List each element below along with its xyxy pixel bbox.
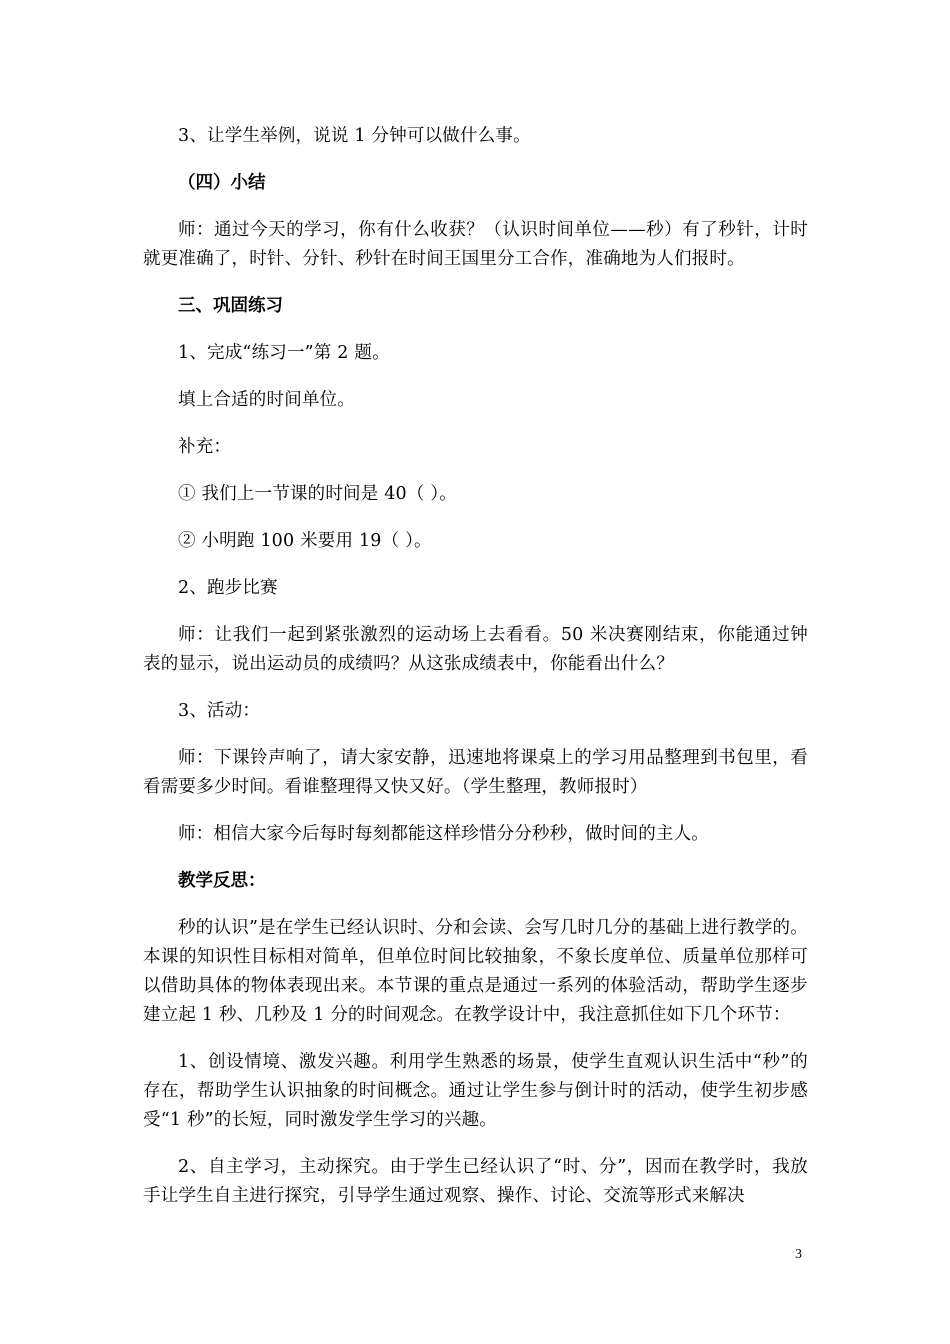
- paragraph: 3、活动：: [178, 701, 261, 721]
- paragraph: ① 我们上一节课的时间是 40（ ）。: [178, 484, 458, 504]
- paragraph: 2、跑步比赛: [178, 578, 278, 598]
- paragraph: 2、自主学习，主动探究。由于学生已经认识了“时、分”，因而在教学时，我放手让学生自主进行探究，引导学生通过观察、操作、讨论、交流等形式来解决: [143, 1157, 808, 1206]
- paragraph: 3、让学生举例，说说 1 分钟可以做什么事。: [178, 126, 531, 146]
- paragraph: 填上合适的时间单位。: [178, 390, 355, 410]
- page-number: 3: [795, 1247, 802, 1262]
- section-heading: （四）小结: [178, 173, 266, 193]
- paragraph: ② 小明跑 100 米要用 19（ ）。: [178, 531, 432, 551]
- paragraph: 补充：: [178, 437, 232, 457]
- paragraph: 1、完成“练习一”第 2 题。: [178, 343, 390, 363]
- paragraph: 师：让我们一起到紧张激烈的运动场上去看看。50 米决赛刚结束，你能通过钟表的显示，说出运动员的成绩吗？从这张成绩表中，你能看出什么？: [143, 625, 808, 674]
- paragraph: 师：下课铃声响了，请大家安静，迅速地将课桌上的学习用品整理到书包里，看看需要多少时间。看谁整理得又快又好。（学生整理，教师报时）: [143, 748, 808, 797]
- section-heading: 三、巩固练习: [178, 296, 283, 316]
- document-body: [143, 122, 808, 1229]
- paragraph: 秒的认识”是在学生已经认识时、分和会读、会写几时几分的基础上进行教学的。本课的知识性目标相对简单，但单位时间比较抽象，不象长度单位、质量单位那样可以借助具体的物体表现出来。本节课的重点是通过一系列的体验活动，帮助学生逐步建立起 1 秒、几秒及 1 分的时间观念。在教学设计中，我注意抓住如下几个环节：: [143, 918, 808, 1025]
- paragraph: 1、创设情境、激发兴趣。利用学生熟悉的场景，使学生直观认识生活中“秒”的存在，帮助学生认识抽象的时间概念。通过让学生参与倒计时的活动，使学生初步感受“1 秒”的长短，同时激发学生学习的兴趣。: [143, 1052, 808, 1130]
- paragraph: 师：相信大家今后每时每刻都能这样珍惜分分秒秒，做时间的主人。: [178, 824, 709, 844]
- section-heading: 教学反思：: [178, 871, 266, 891]
- paragraph: 师：通过今天的学习，你有什么收获？（认识时间单位——秒）有了秒针，计时就更准确了，时针、分针、秒针在时间王国里分工合作，准确地为人们报时。: [143, 220, 808, 269]
